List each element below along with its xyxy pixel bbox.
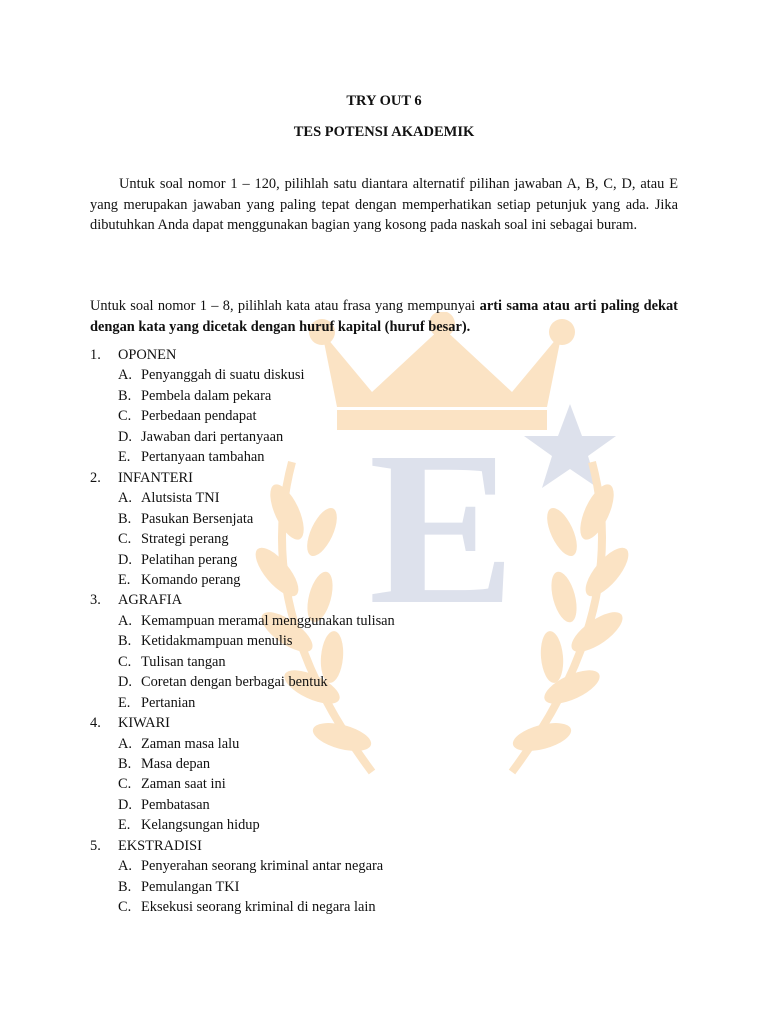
watermark-letter: E xyxy=(368,406,516,650)
option-letter: D. xyxy=(118,551,132,568)
question-word: EKSTRADISI xyxy=(118,837,202,854)
question-number: 1. xyxy=(90,347,101,363)
option-text: Pertanian xyxy=(141,694,196,711)
document-title: TRY OUT 6 xyxy=(346,93,422,109)
option-text: Jawaban dari pertanyaan xyxy=(141,428,284,445)
instruction-bold: arti sama atau arti paling dekat dengan kata yang dicetak dengan huruf kapital (huruf besar). xyxy=(90,298,678,335)
option-letter: C. xyxy=(118,653,132,670)
option-text: Tulisan tangan xyxy=(141,653,226,670)
option-text: Masa depan xyxy=(141,756,211,772)
option-letter: E. xyxy=(118,571,131,588)
question-number: 4. xyxy=(90,715,101,732)
option-text: Pelatihan perang xyxy=(141,551,238,568)
option-text: Coretan dengan berbagai bentuk xyxy=(141,674,328,691)
option-letter: C. xyxy=(118,531,132,548)
option-letter: B. xyxy=(118,387,132,404)
instruction-paragraph xyxy=(90,296,678,337)
option-letter: E. xyxy=(118,694,131,711)
option-text: Strategi perang xyxy=(141,531,229,548)
question-word: AGRAFIA xyxy=(118,592,182,609)
option-letter: C. xyxy=(118,776,132,793)
option-letter: D. xyxy=(118,674,132,691)
option-text: Kelangsungan hidup xyxy=(141,817,260,834)
option-text: Komando perang xyxy=(141,571,241,588)
option-letter: A. xyxy=(118,735,132,752)
option-text: Ketidakmampuan menulis xyxy=(141,633,293,650)
option-text: Perbedaan pendapat xyxy=(141,408,257,425)
option-letter: C. xyxy=(118,899,132,916)
option-letter: E. xyxy=(118,449,131,466)
option-text: Zaman masa lalu xyxy=(141,735,240,752)
option-text: Pembela dalam pekara xyxy=(141,387,272,404)
instruction-plain: Untuk soal nomor 1 – 8, pilihlah kata atau frasa yang mempunyai xyxy=(90,298,480,314)
option-letter: B. xyxy=(118,633,132,650)
option-letter: D. xyxy=(118,428,132,445)
question-number: 5. xyxy=(90,837,101,854)
option-letter: B. xyxy=(118,510,132,527)
option-letter: A. xyxy=(118,612,132,629)
option-letter: D. xyxy=(118,796,132,813)
option-text: Kemampuan meramal menggunakan tulisan xyxy=(141,612,395,629)
question-number: 3. xyxy=(90,592,101,609)
question-word: KIWARI xyxy=(118,715,170,732)
option-text: Pertanyaan tambahan xyxy=(141,449,265,466)
option-text: Eksekusi seorang kriminal di negara lain xyxy=(141,899,376,916)
option-letter: B. xyxy=(118,878,132,895)
option-text: Pembatasan xyxy=(141,796,210,813)
option-text: Zaman saat ini xyxy=(141,776,226,793)
option-text: Alutsista TNI xyxy=(141,490,220,507)
option-letter: C. xyxy=(118,408,132,425)
document-subtitle: TES POTENSI AKADEMIK xyxy=(293,124,475,140)
option-letter: E. xyxy=(118,817,131,834)
question-word: INFANTERI xyxy=(118,469,193,486)
option-letter: A. xyxy=(118,858,132,875)
laurel-right-icon xyxy=(510,462,636,772)
question-number: 2. xyxy=(90,469,101,486)
option-letter: A. xyxy=(118,367,132,384)
option-letter: B. xyxy=(118,756,132,772)
intro-paragraph: Untuk soal nomor 1 – 120, pilihlah satu diantara alternatif pilihan jawaban A, B, C, D, atau E yang merupakan jawaban yang paling tepat dengan memperhatikan setiap petunjuk yang ada. Jika dibutuhkan Anda dapat menggunakan bagian yang kosong pada naskah soal ini sebagai buram. xyxy=(90,176,678,234)
option-text: Penyerahan seorang kriminal antar negara xyxy=(141,858,384,875)
option-text: Pasukan Bersenjata xyxy=(141,510,254,527)
option-text: Penyanggah di suatu diskusi xyxy=(141,367,305,384)
option-letter: A. xyxy=(118,490,132,507)
question-word: OPONEN xyxy=(118,347,177,363)
option-text: Pemulangan TKI xyxy=(141,878,240,895)
